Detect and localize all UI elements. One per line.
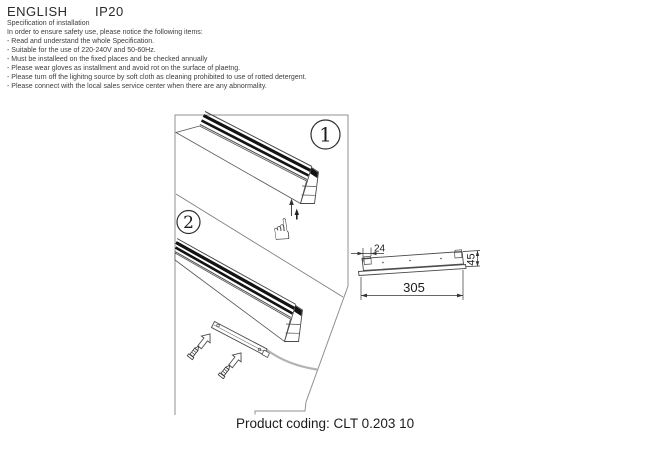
hand-push-up: [270, 199, 299, 248]
spec-item: - Please connect with the local sales service center when there are any abnormality.: [7, 83, 267, 90]
dim-305-label: 305: [403, 280, 425, 295]
step-1-badge: [311, 120, 340, 149]
language-title: ENGLISH: [7, 4, 68, 19]
spec-item: - Please turn off the lighitng source by soft cloth as cleaning prohibited to use of rotted detergent.: [7, 74, 307, 81]
track-profile-step1: [176, 112, 319, 204]
step-2-badge: [177, 211, 200, 234]
step-1-number: 1: [319, 122, 332, 147]
dimension-drawing: [351, 244, 480, 301]
dim-45: [463, 251, 480, 267]
dim-24-label: 24: [373, 243, 386, 255]
step-2-number: 2: [183, 213, 194, 233]
wall-plane-edge: [176, 194, 343, 297]
ip-rating: IP20: [95, 4, 124, 19]
spec-item: - Must be installeed on the fixed places and be checked annually: [7, 56, 208, 63]
mounting-bracket: [212, 322, 270, 358]
spec-intro: In order to ensure safety use, please notice the following items:: [7, 29, 203, 36]
track-profile-step2: [175, 239, 303, 342]
hand-icon: ☝: [270, 211, 293, 248]
product-coding: Product coding: CLT 0.203 10: [236, 416, 415, 431]
spec-item: - Please wear gloves as installment and avoid rot on the surface of plaetng.: [7, 65, 241, 72]
small-up-arrow-icon: [295, 209, 299, 216]
spec-item: - Read and understand the whole Specification.: [7, 38, 155, 45]
spec-item: - Suitable for the use of 220-240V and 50-60Hz.: [7, 47, 156, 54]
spec-title: Specification of installation: [7, 20, 90, 27]
cable-curve: [267, 350, 317, 370]
dim-45-label: 45: [465, 253, 478, 266]
